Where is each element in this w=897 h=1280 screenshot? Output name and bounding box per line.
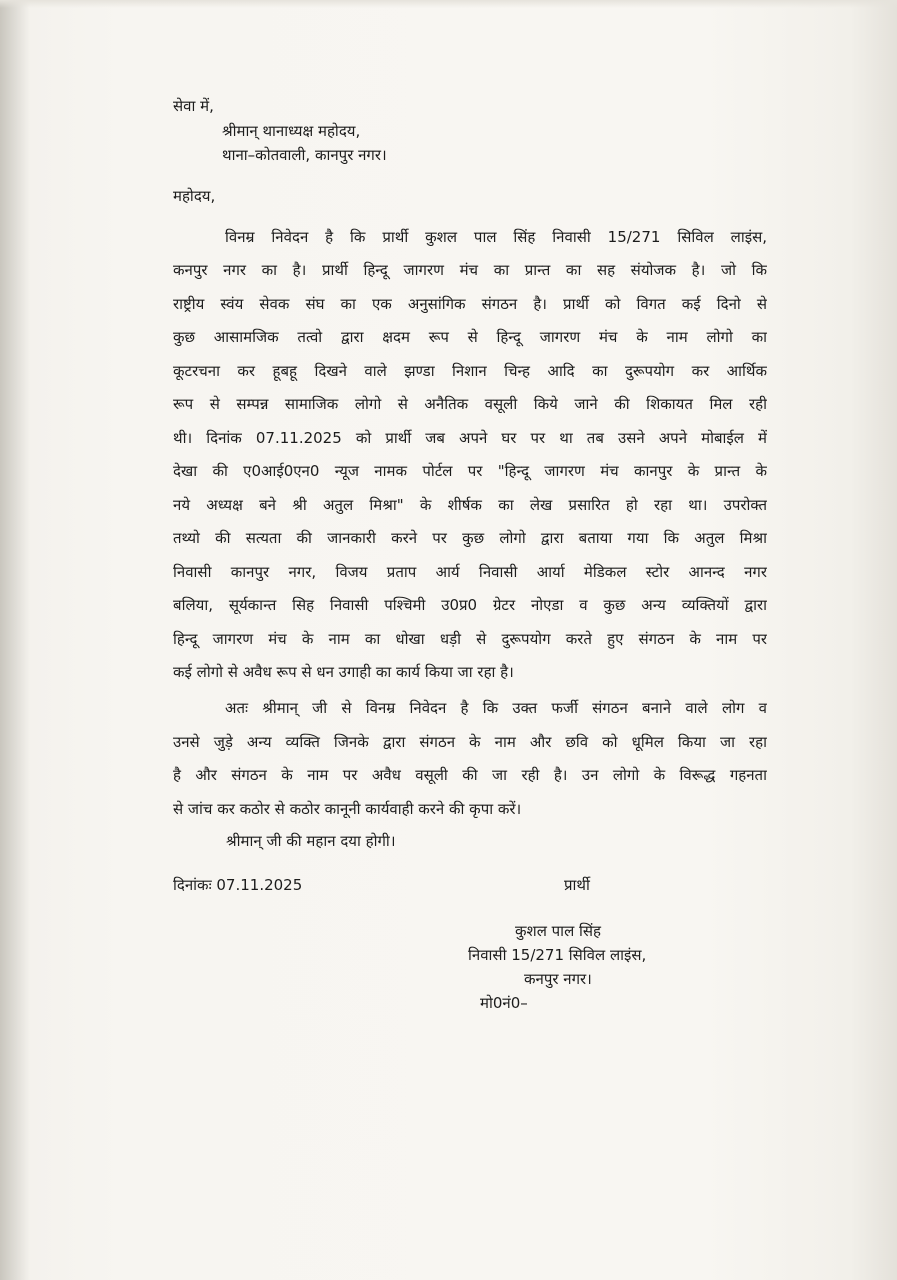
greeting: महोदय, [173,187,216,205]
para1-line: नये अध्यक्ष बने श्री अतुल मिश्रा" के शीर्षक का लेख प्रसारित हो रहा था। उपरोक्त [173,496,767,514]
scan-edge [0,0,897,8]
signatory-city: कनपुर नगर। [524,970,592,988]
para1-line: बलिया, सूर्यकान्त सिह निवासी पश्चिमी उ0प्र0 ग्रेटर नोएडा व कुछ अन्य व्यक्तियों द्वारा [173,596,767,614]
para1-line: देखा की ए0आई0एन0 न्यूज नामक पोर्टल पर "हिन्दू जागरण मंच कानपुर के प्रान्त के [173,462,767,480]
para1-line: कनपुर नगर का है। प्रार्थी हिन्दू जागरण मंच का प्रान्त का सह संयोजक है। जो कि [173,261,767,279]
para1-line: कुछ आसामजिक तत्वो द्वारा क्षदम रूप से हिन्दू जागरण मंच के नाम लोगो का [173,328,767,346]
para1-line: कई लोगो से अवैध रूप से धन उगाही का कार्य किया जा रहा है। [173,663,514,681]
applicant-label: प्रार्थी [564,876,590,894]
signatory-mobile: मो0नं0– [480,994,528,1012]
closing-line: श्रीमान् जी की महान दया होगी। [226,832,396,850]
para2-line: से जांच कर कठोर से कठोर कानूनी कार्यवाही करने की कृपा करें। [173,800,522,818]
para1-line: निवासी कानपुर नगर, विजय प्रताप आर्य निवासी आर्या मेडिकल स्टोर आनन्द नगर [173,563,767,581]
para1-line: विनम्र निवेदन है कि प्रार्थी कुशल पाल सिंह निवासी 15/271 सिविल लाइंस, [225,228,767,246]
para2-line: अतः श्रीमान् जी से विनम्र निवेदन है कि उक्त फर्जी संगठन बनाने वाले लोग व [225,699,767,717]
para1-line: कूटरचना कर हूबहू दिखने वाले झण्डा निशान चिन्ह आदि का दुरूपयोग कर आर्थिक [173,362,767,380]
para1-line: राष्ट्रीय स्वंय सेवक संघ का एक अनुसांगिक संगठन है। प्रार्थी को विगत कई दिनो से [173,295,767,313]
para1-line: तथ्यो की सत्यता की जानकारी करने पर कुछ लोगो द्वारा बताया गया कि अतुल मिश्रा [173,529,767,547]
para1-line: रूप से सम्पन्न सामाजिक लोगो से अनैतिक वसूली किये जाने की शिकायत मिल रही [173,395,767,413]
para1-line: हिन्दू जागरण मंच के नाम का धोखा धड़ी से दुरूपयोग करते हुए संगठन के नाम पर [173,630,767,648]
salutation-to: सेवा में, [173,97,214,115]
signatory-address: निवासी 15/271 सिविल लाइंस, [468,946,647,964]
signatory-name: कुशल पाल सिंह [515,922,601,940]
date-line: दिनांकः 07.11.2025 [173,876,303,894]
para1-line: थी। दिनांक 07.11.2025 को प्रार्थी जब अपने घर पर था तब उसने अपने मोबाईल में [173,429,767,447]
para2-line: है और संगठन के नाम पर अवैध वसूली की जा रही है। उन लोगो के विरूद्ध गहनता [173,766,767,784]
para2-line: उनसे जुड़े अन्य व्यक्ति जिनके द्वारा संगठन के नाम और छवि को धूमिल किया जा रहा [173,733,767,751]
recipient-title: श्रीमान् थानाध्यक्ष महोदय, [222,122,361,140]
recipient-station: थाना–कोतवाली, कानपुर नगर। [222,146,387,164]
